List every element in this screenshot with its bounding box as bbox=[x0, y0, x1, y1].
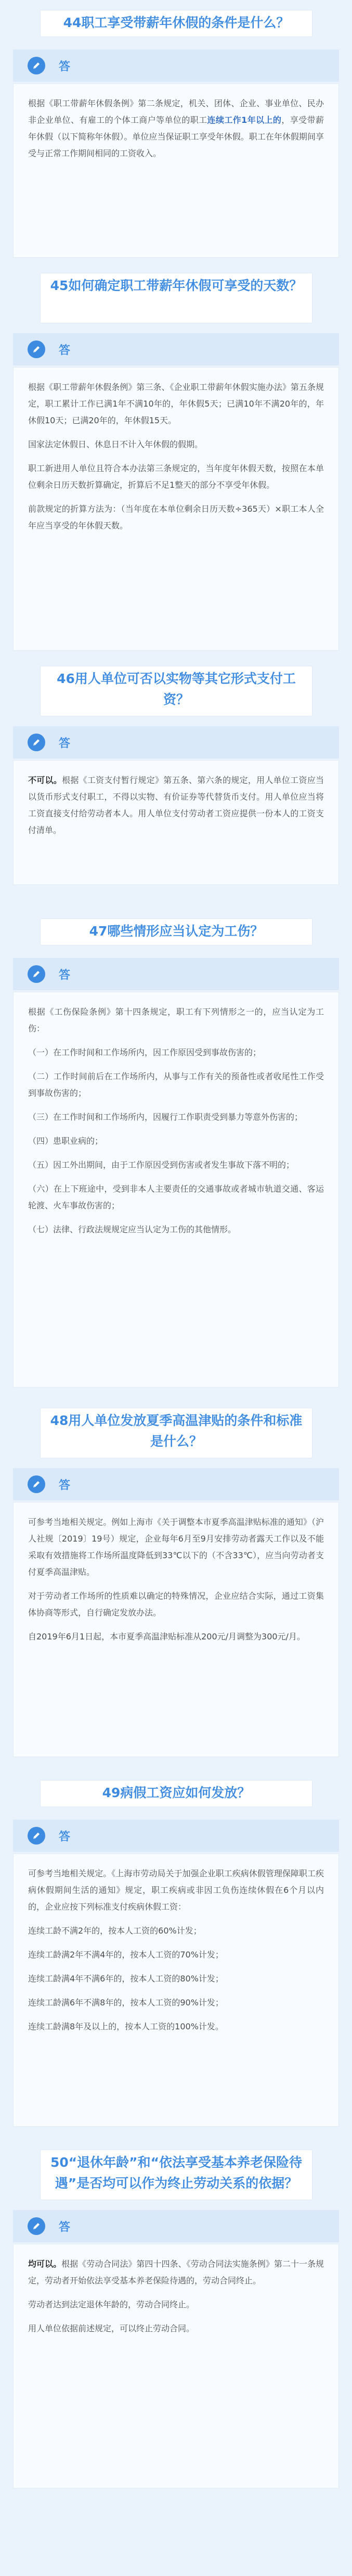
question-title: 45如何确定职工带薪年休假可享受的天数？ bbox=[41, 273, 312, 323]
answer-header bbox=[13, 958, 339, 990]
pen-icon bbox=[28, 340, 45, 358]
answer-body bbox=[13, 83, 339, 258]
answer-text: （一）在工作时间和工作场所内，因工作原因受到事故伤害的； bbox=[28, 1047, 262, 1057]
answer-lead: 不可以。 bbox=[28, 775, 62, 785]
pen-icon bbox=[28, 734, 45, 751]
answer-paragraph bbox=[28, 1588, 324, 1621]
answer-label: 答 bbox=[59, 2221, 72, 2234]
answer-label: 答 bbox=[59, 344, 72, 357]
answer-body bbox=[13, 992, 339, 1387]
answer-header bbox=[13, 726, 339, 759]
answer-paragraph bbox=[28, 501, 324, 534]
answer-text: （七）法律、行政法规规定应当认定为工伤的其他情形。 bbox=[28, 1224, 237, 1234]
answer-paragraph bbox=[28, 1971, 324, 1987]
answer-paragraph bbox=[28, 2018, 324, 2035]
answer-paragraph bbox=[28, 1514, 324, 1581]
answer-paragraph bbox=[28, 1133, 324, 1150]
answer-paragraph bbox=[28, 2320, 324, 2337]
answer-paragraph bbox=[28, 1628, 324, 1645]
answer-paragraph bbox=[28, 1865, 324, 1915]
answer-highlight: 连续工作1年以上的 bbox=[207, 115, 282, 125]
answer-text: 根据《工伤保险条例》第十四条规定，职工有下列情形之一的，应当认定为工伤： bbox=[28, 1007, 324, 1033]
answer-text: 自2019年6月1日起，本市夏季高温津贴标准从200元/月调整为300元/月。 bbox=[28, 1632, 305, 1641]
answer-text: 连续工龄满8年及以上的，按本人工资的100%计发。 bbox=[28, 2022, 224, 2031]
question-title: 44职工享受带薪年休假的条件是什么？ bbox=[41, 10, 312, 36]
answer-text: 对于劳动者工作场所的性质难以确定的特殊情况，企业应结合实际，通过工资集体协商等形式，自行确定发放办法。 bbox=[28, 1591, 324, 1618]
pen-icon bbox=[28, 1827, 45, 1845]
answer-text: 职工新进用人单位且符合本办法第三条规定的，当年度年休假天数，按照在本单位剩余日历天数折算确定，折算后不足1整天的部分不享受年休假。 bbox=[28, 463, 324, 490]
pen-icon bbox=[28, 965, 45, 983]
answer-text: 连续工龄满6年不满8年的，按本人工资的90%计发； bbox=[28, 1998, 224, 2007]
answer-label: 答 bbox=[59, 60, 72, 73]
answer-paragraph bbox=[28, 1068, 324, 1102]
answer-text: 连续工龄满2年不满4年的，按本人工资的70%计发； bbox=[28, 1950, 224, 1960]
answer-text: （六）在上下班途中，受到非本人主要责任的交通事故或者城市轨道交通、客运轮渡、火车事故伤害的； bbox=[28, 1184, 324, 1210]
question-title: 49病假工资应如何发放？ bbox=[41, 1781, 312, 1807]
answer-label: 答 bbox=[59, 969, 72, 982]
answer-body bbox=[13, 2244, 339, 2489]
answer-paragraph bbox=[28, 1181, 324, 1214]
answer-label: 答 bbox=[59, 737, 72, 750]
answer-text: （四）患职业病的； bbox=[28, 1136, 103, 1146]
answer-text: 根据《劳动合同法》第四十四条、《劳动合同法实施条例》第二十一条规定，劳动者开始依法享受基本养老保险待遇的，劳动合同终止。 bbox=[28, 2259, 324, 2285]
answer-paragraph bbox=[28, 436, 324, 453]
answer-text-tail: ，享受带薪年休假（以下简称年休假）。单位应当保证职工享受年休假。职工在年休假期间享受与正常工作期间相同的工资收入。 bbox=[28, 115, 324, 158]
answer-paragraph bbox=[28, 2296, 324, 2313]
question-title: 50“退休年龄”和“依法享受基本养老保险待遇”是否均可以作为终止劳动关系的依据？ bbox=[41, 2150, 312, 2200]
answer-paragraph bbox=[28, 1221, 324, 1238]
answer-paragraph bbox=[28, 95, 324, 162]
answer-header bbox=[13, 333, 339, 365]
answer-paragraph bbox=[28, 1109, 324, 1126]
answer-header bbox=[13, 2210, 339, 2242]
answer-text: （二）工作时间前后在工作场所内，从事与工作有关的预备性或者收尾性工作受到事故伤害的； bbox=[28, 1071, 324, 1098]
answer-text: 劳动者达到法定退休年龄的，劳动合同终止。 bbox=[28, 2300, 195, 2309]
answer-lead: 均可以。 bbox=[28, 2259, 62, 2269]
answer-paragraph bbox=[28, 772, 324, 839]
answer-text: 可参考当地相关规定。例如上海市《关于调整本市夏季高温津贴标准的通知》（沪人社规〔2019〕19号）规定，企业每年6月至9月安排劳动者露天工作以及不能采取有效措施将工作场所温度降低到33℃以下的（不含33℃），应当向劳动者支付夏季高温津贴。 bbox=[28, 1517, 324, 1577]
question-title: 46用人单位可否以实物等其它形式支付工资？ bbox=[41, 666, 312, 716]
answer-text: 根据《职工带薪年休假条例》第三条、《企业职工带薪年休假实施办法》第五条规定，职工累计工作已满1年不满10年的，年休假5天；已满10年不满20年的，年休假10天；已满20年的，年休假15天。 bbox=[28, 382, 324, 425]
answer-body bbox=[13, 760, 339, 885]
answer-paragraph bbox=[28, 379, 324, 429]
question-title: 47哪些情形应当认定为工伤？ bbox=[41, 919, 312, 945]
answer-text: 根据《工资支付暂行规定》第五条、第六条的规定，用人单位工资应当以货币形式支付职工，不得以实物、有价证券等代替货币支付。用人单位应当将工资直接支付给劳动者本人。用人单位支付劳动者工资应提供一份本人的工资支付清单。 bbox=[28, 775, 324, 835]
answer-text: 可参考当地相关规定。《上海市劳动局关于加强企业职工疾病休假管理保障职工疾病休假期间生活的通知》规定，职工疾病或非因工负伤连续休假在6个月以内的，企业应按下列标准支付疾病休假工资： bbox=[28, 1868, 324, 1912]
answer-paragraph bbox=[28, 2256, 324, 2289]
answer-paragraph bbox=[28, 1157, 324, 1173]
answer-header bbox=[13, 1468, 339, 1500]
pen-icon bbox=[28, 57, 45, 74]
answer-text: （五）因工外出期间，由于工作原因受到伤害或者发生事故下落不明的； bbox=[28, 1160, 295, 1170]
question-title: 48用人单位发放夏季高温津贴的条件和标准是什么？ bbox=[41, 1408, 312, 1458]
answer-text: 连续工龄不满2年的，按本人工资的60%计发； bbox=[28, 1926, 202, 1936]
answer-body bbox=[13, 1853, 339, 2127]
answer-body bbox=[13, 1502, 339, 1757]
answer-label: 答 bbox=[59, 1830, 72, 1843]
answer-paragraph bbox=[28, 1947, 324, 1963]
pen-icon bbox=[28, 1475, 45, 1493]
answer-text: （三）在工作时间和工作场所内，因履行工作职责受到暴力等意外伤害的； bbox=[28, 1112, 303, 1122]
answer-body bbox=[13, 367, 339, 651]
pen-icon bbox=[28, 2217, 45, 2235]
answer-text: 根据《职工带薪年休假条例》第二条规定，机关、团体、企业、事业单位、民办非企业单位、有雇工的个体工商户等单位的职工 bbox=[28, 98, 324, 125]
answer-label: 答 bbox=[59, 1479, 72, 1492]
answer-paragraph bbox=[28, 460, 324, 494]
answer-header bbox=[13, 49, 339, 82]
answer-text: 国家法定休假日、休息日不计入年休假的假期。 bbox=[28, 439, 203, 449]
answer-text: 前款规定的折算方法为：（当年度在本单位剩余日历天数÷365天）×职工本人全年应当享受的年休假天数。 bbox=[28, 504, 324, 531]
answer-paragraph bbox=[28, 1004, 324, 1037]
answer-paragraph bbox=[28, 1044, 324, 1061]
answer-paragraph bbox=[28, 1923, 324, 1939]
answer-text: 用人单位依据前述规定，可以终止劳动合同。 bbox=[28, 2324, 195, 2333]
answer-text: 连续工龄满4年不满6年的，按本人工资的80%计发； bbox=[28, 1974, 224, 1984]
answer-header bbox=[13, 1820, 339, 1852]
answer-paragraph bbox=[28, 1994, 324, 2011]
